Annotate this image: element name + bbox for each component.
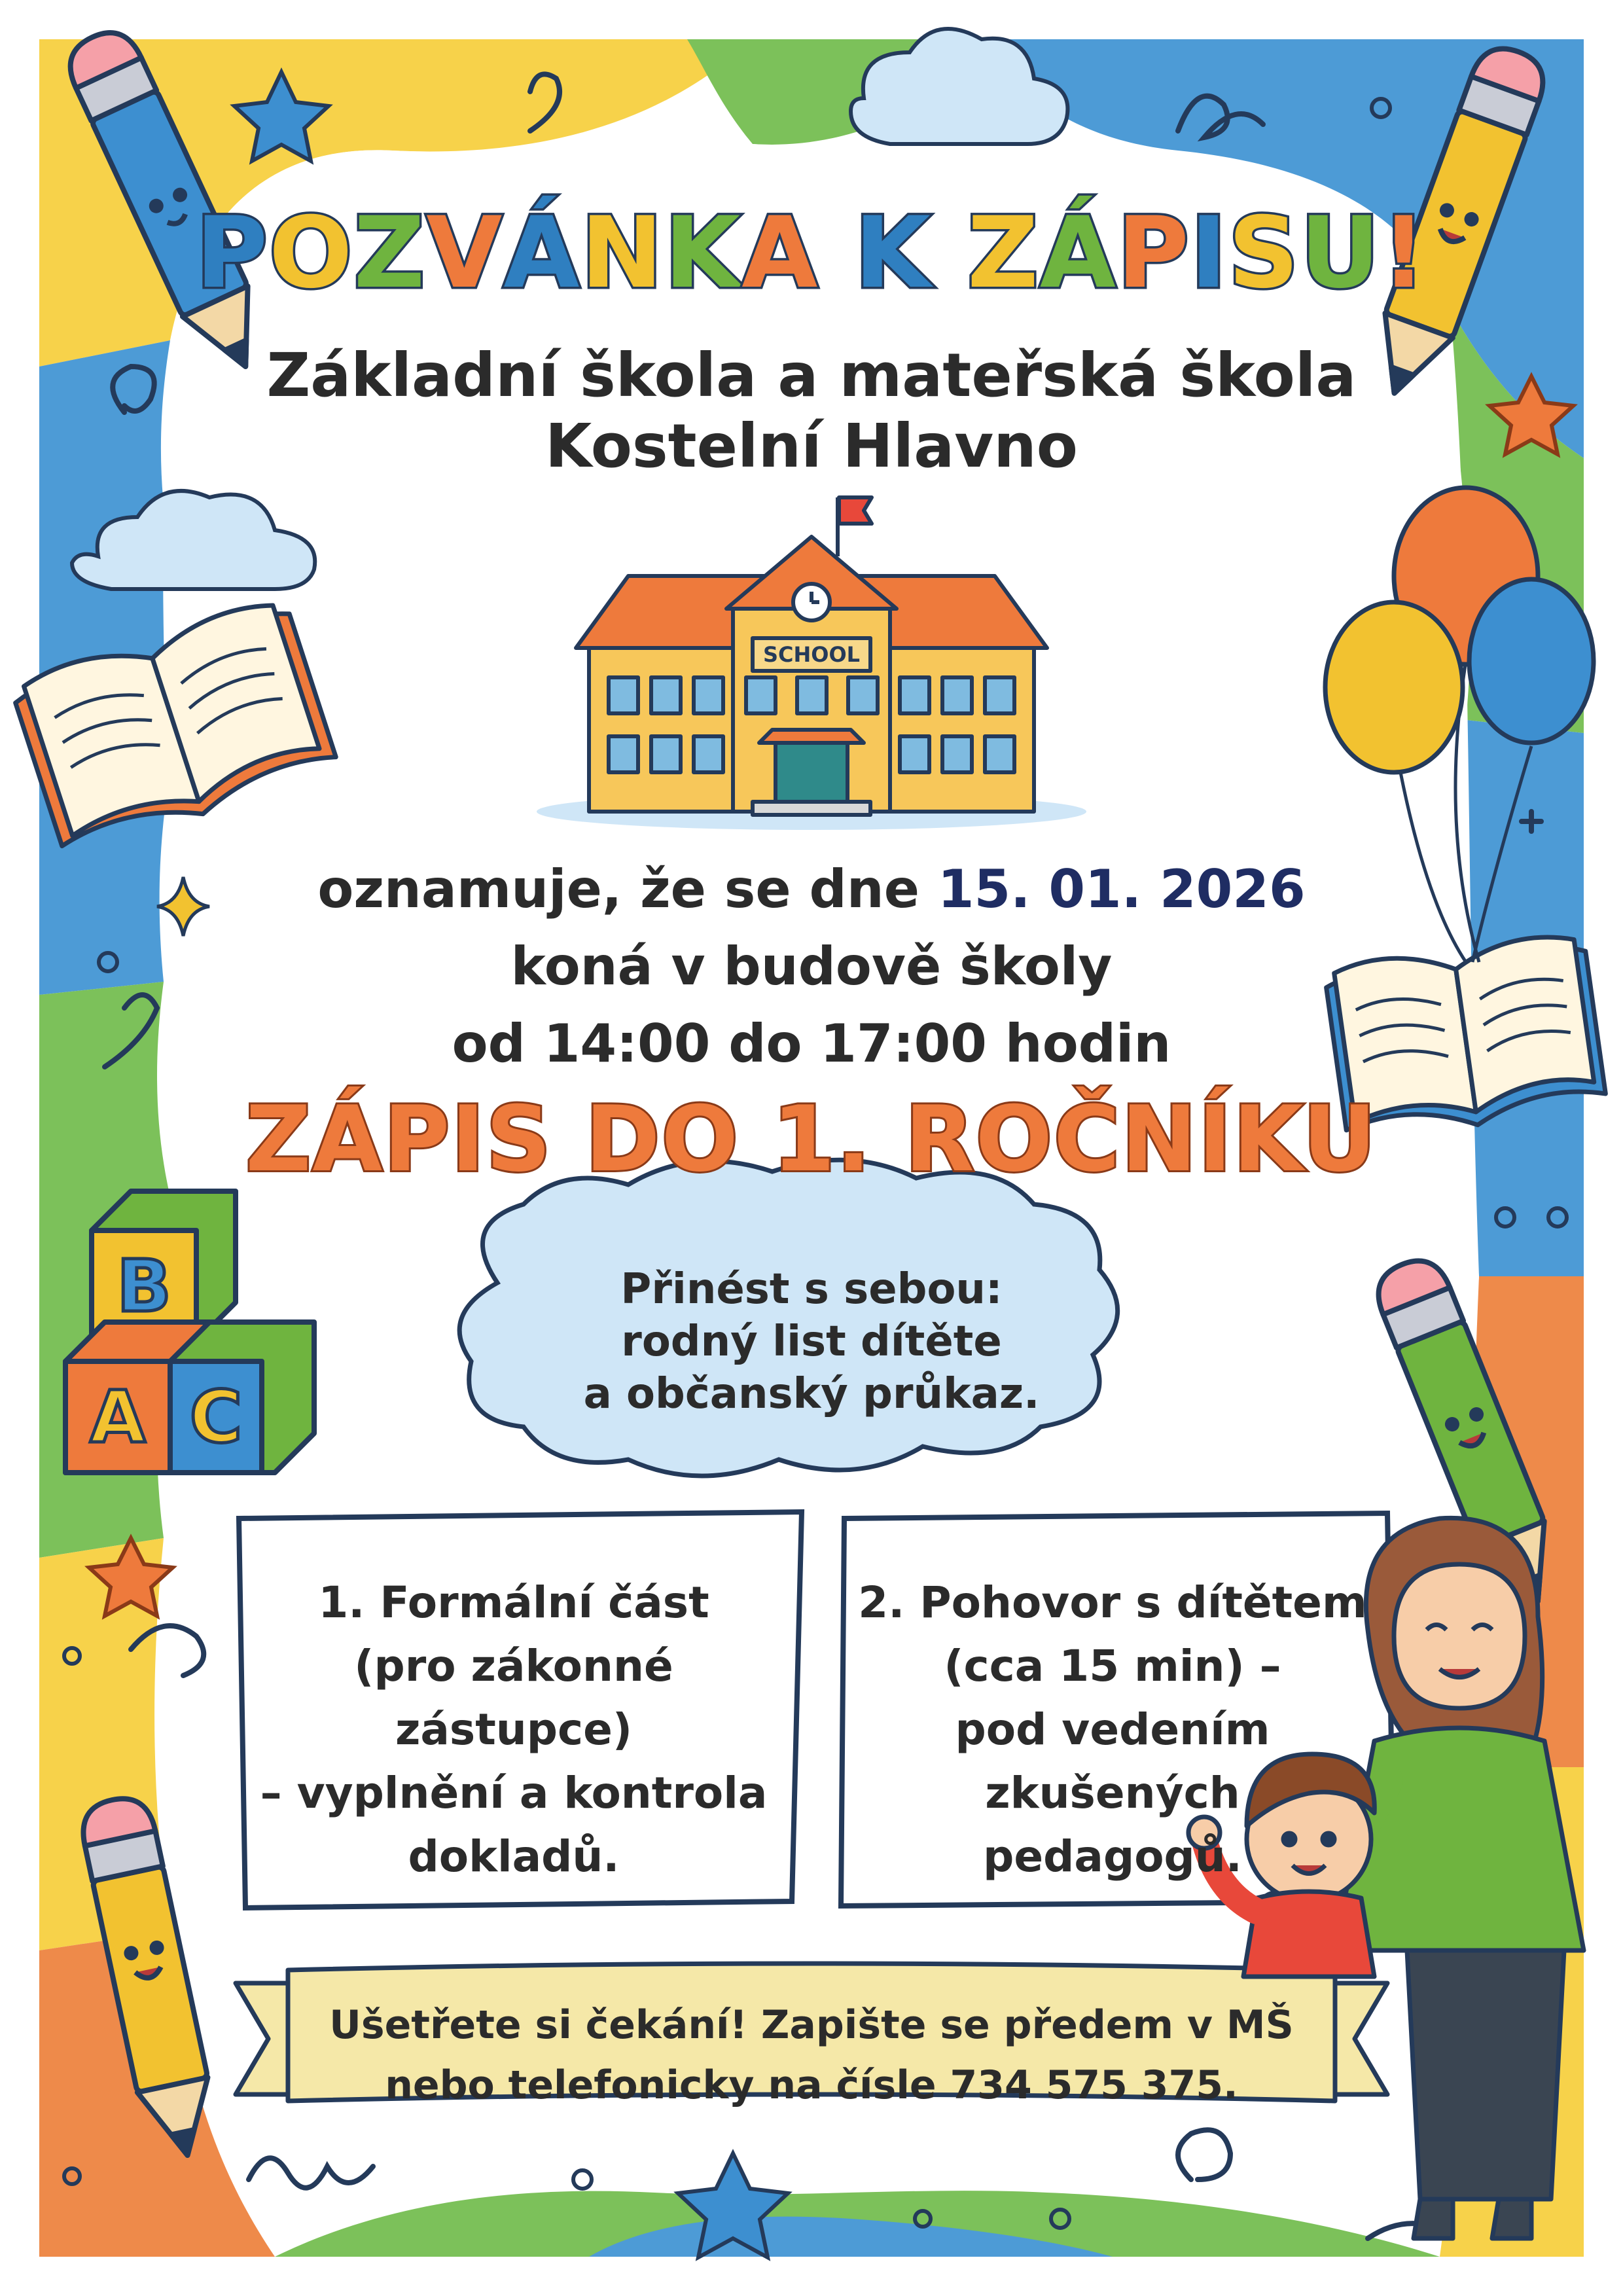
block-letter-b: B: [116, 1244, 171, 1328]
part2-line4: zkušených: [985, 1768, 1240, 1818]
title-letter: I: [1190, 196, 1228, 310]
footer-line1: Ušetřete si čekání! Zapište se předem v MŠ: [329, 2002, 1294, 2048]
announcement-prefix: oznamuje, že se dne: [317, 859, 938, 920]
announcement-line3: od 14:00 do 17:00 hodin: [452, 1013, 1171, 1074]
part1-line4: dokladů.: [408, 1831, 620, 1882]
block-letter-a: A: [90, 1375, 146, 1459]
footer-line2: nebo telefonicky na čísle 734 575 375.: [385, 2062, 1238, 2108]
part1-line3: – vyplnění a kontrola: [260, 1768, 768, 1818]
part1-line2: (pro zákonné zástupce): [354, 1641, 673, 1755]
title-letter: U: [1300, 196, 1382, 310]
page-title: [0, 196, 1623, 310]
title-letter: Z: [353, 196, 427, 310]
announcement: [0, 851, 1623, 1083]
title-letter: N: [580, 196, 664, 310]
title-letter: A: [741, 196, 819, 310]
part2-line1: 2. Pohovor s dítětem: [858, 1577, 1367, 1628]
part2-line5: pedagogů.: [983, 1831, 1242, 1882]
title-letter: Z: [967, 196, 1040, 310]
block-letter-c: C: [189, 1375, 243, 1459]
title-letter: !: [1381, 196, 1427, 310]
title-letter: [932, 196, 967, 310]
part2-text: [851, 1571, 1374, 1888]
title-letter: V: [426, 196, 504, 310]
title-letter: P: [1116, 196, 1190, 310]
school-name-line1: Základní škola a mateřská škola: [266, 340, 1357, 410]
announcement-line2: koná v budově školy: [510, 936, 1113, 997]
title-letter: [819, 196, 854, 310]
title-letter: Á: [1039, 196, 1117, 310]
part1-line1: 1. Formální část: [318, 1577, 709, 1628]
school-name: [0, 340, 1623, 482]
title-letter: P: [196, 196, 269, 310]
title-letter: K: [664, 196, 742, 310]
bring-line2: rodný list dítěte: [621, 1318, 1002, 1366]
title-letter: O: [268, 196, 354, 310]
school-sign: SCHOOL: [762, 642, 861, 667]
footer-note: [0, 1995, 1623, 2115]
bring-line1: Přinést s sebou:: [620, 1265, 1003, 1314]
part2-line3: pod vedením: [955, 1704, 1270, 1755]
part2-line2: (cca 15 min) –: [944, 1641, 1281, 1691]
title-letter: S: [1228, 196, 1300, 310]
enrollment-title: ZÁPIS DO 1. ROČNÍKU: [245, 1086, 1378, 1192]
title-letter: Á: [503, 196, 581, 310]
school-name-line2: Kostelní Hlavno: [545, 411, 1078, 481]
event-date: 15. 01. 2026: [937, 859, 1306, 920]
part1-text: [232, 1571, 795, 1888]
title-letter: K: [854, 196, 932, 310]
bring-line3: a občanský průkaz.: [583, 1370, 1040, 1418]
